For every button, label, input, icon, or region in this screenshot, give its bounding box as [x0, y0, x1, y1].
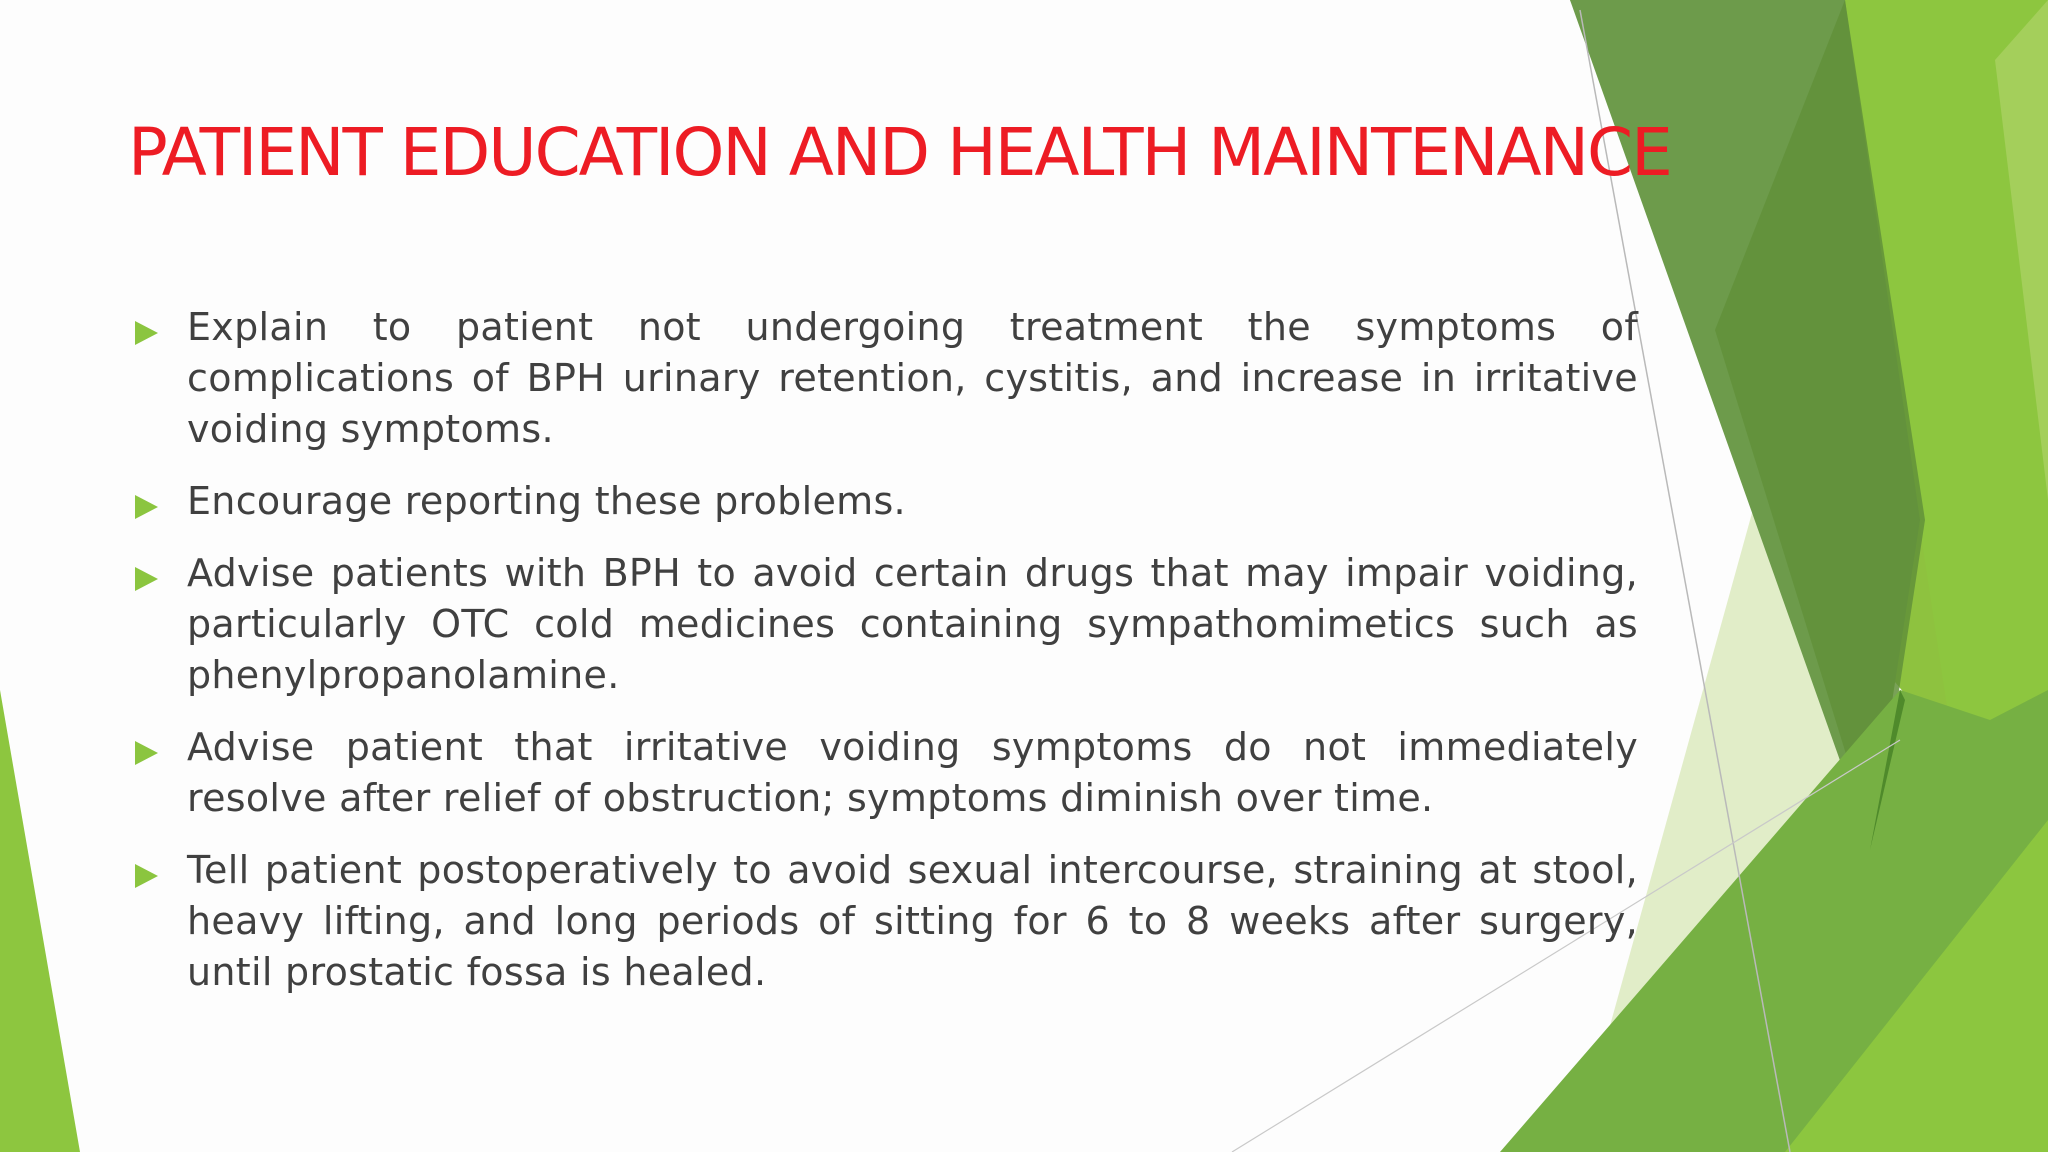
triangle-right-icon: [135, 321, 158, 345]
slide-title: PATIENT EDUCATION AND HEALTH MAINTENANCE: [128, 114, 1671, 191]
bullet-item: [132, 476, 1638, 527]
bullet-item: [132, 845, 1638, 998]
bullet-list: [132, 302, 1638, 1019]
triangle-right-icon: [135, 495, 158, 519]
bullet-text: Encourage reporting these problems.: [187, 479, 906, 523]
bullet-item: [132, 722, 1638, 824]
bullet-text: Tell patient postoperatively to avoid sexual intercourse, straining at stool, heavy lifting, and long periods of sitting for 6 to 8 weeks after surgery, until prostatic fossa is healed.: [187, 848, 1638, 994]
bullet-text: Advise patient that irritative voiding symptoms do not immediately resolve after relief of obstruction; symptoms diminish over time.: [187, 725, 1638, 820]
bullet-text: Explain to patient not undergoing treatment the symptoms of complications of BPH urinary retention, cystitis, and increase in irritative voiding symptoms.: [187, 305, 1638, 451]
bullet-item: [132, 548, 1638, 701]
triangle-right-icon: [135, 567, 158, 591]
bullet-text: Advise patients with BPH to avoid certain drugs that may impair voiding, particularly OTC cold medicines containing sympathomimetics such as phenylpropanolamine.: [187, 551, 1638, 697]
triangle-right-icon: [135, 741, 158, 765]
left-green-shape: [0, 690, 80, 1152]
bullet-item: [132, 302, 1638, 455]
triangle-right-icon: [135, 864, 158, 888]
